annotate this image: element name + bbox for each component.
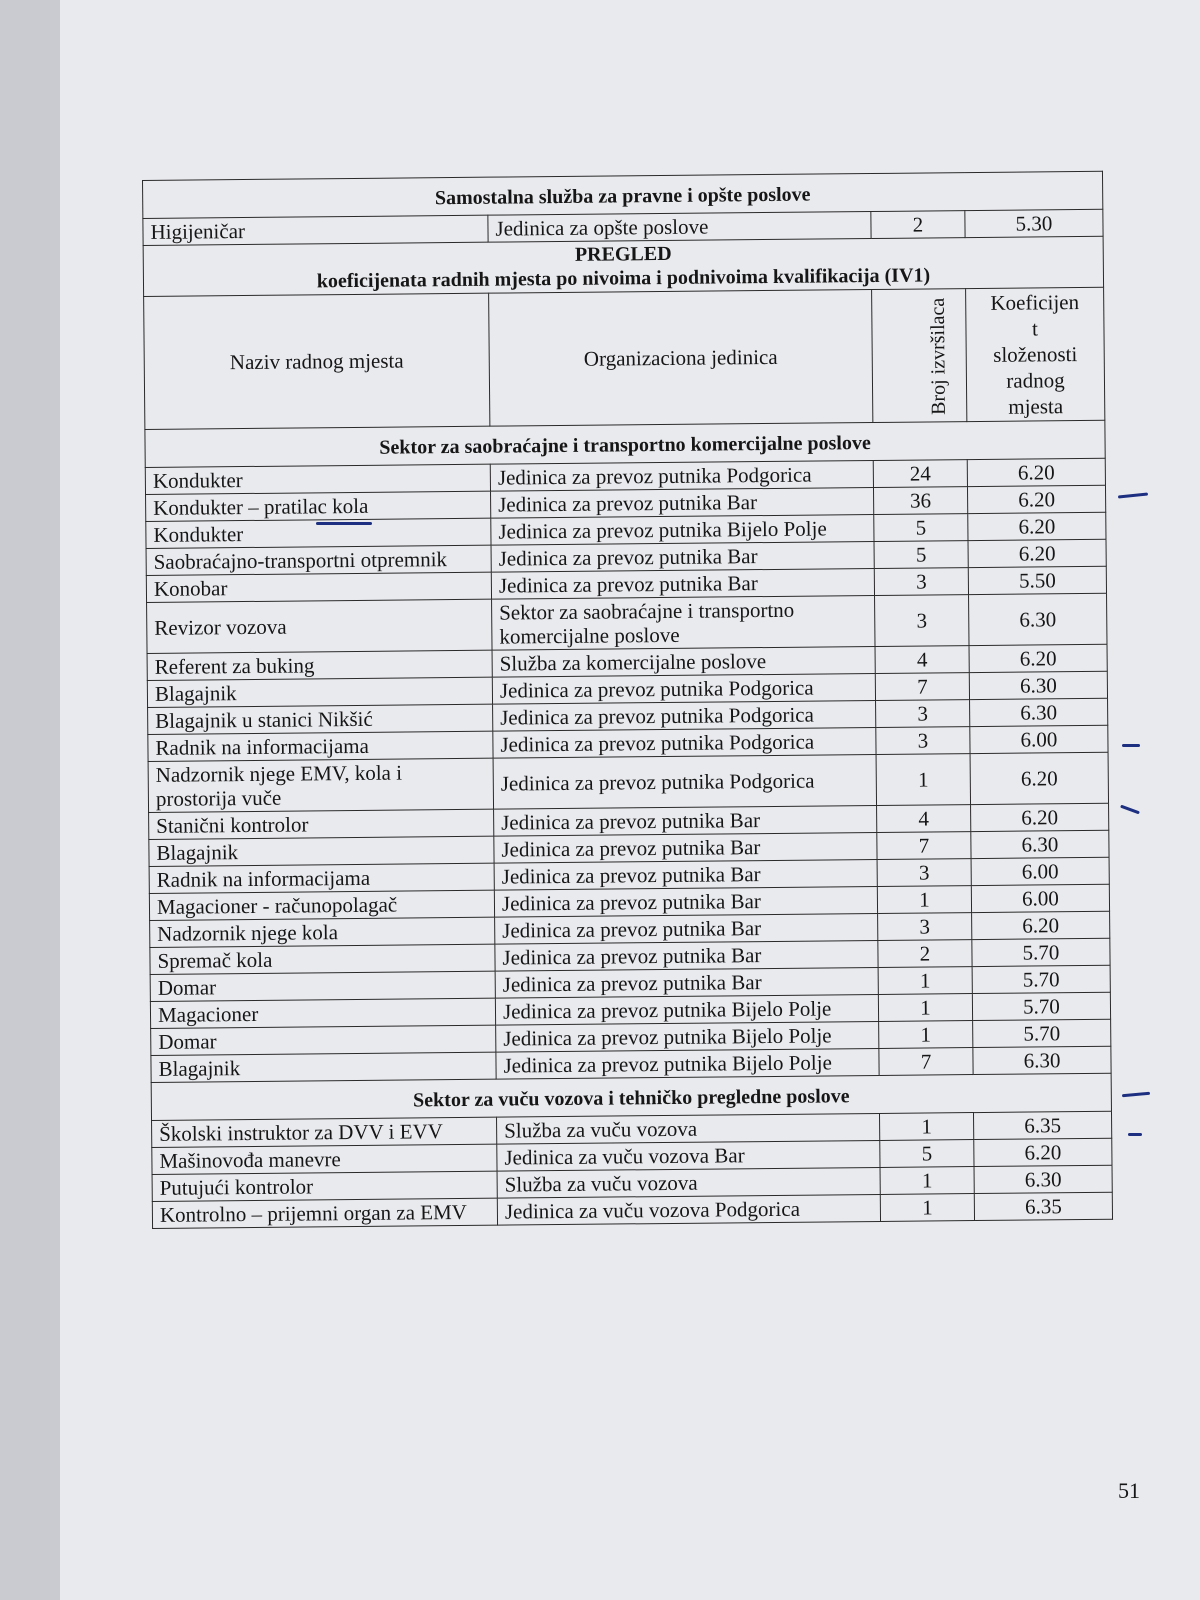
coefficient-cell: 5.70 <box>973 1019 1111 1047</box>
org-unit-cell: Jedinica za prevoz putnika Bar <box>494 805 877 836</box>
job-title-cell: Saobraćajno-transportni otpremnik <box>146 545 491 575</box>
job-title-cell: Putujući kontrolor <box>152 1171 497 1201</box>
org-unit-cell: Jedinica za prevoz putnika Podgorica <box>493 754 876 809</box>
job-title-cell: Magacioner - računopolagač <box>149 890 494 920</box>
title-row <box>143 236 1103 296</box>
header-coefficient <box>966 287 1105 421</box>
org-unit-cell: Jedinica za prevoz putnika Bar <box>494 859 877 890</box>
coefficient-cell: 6.35 <box>973 1111 1111 1139</box>
job-title-cell: Kondukter – pratilac kola <box>146 491 491 521</box>
section-title: Sektor za vuču vozova i tehničko pregledne poslove <box>151 1073 1111 1120</box>
coefficients-table <box>142 171 1113 1229</box>
header-coefficient-line: radnog <box>1006 368 1065 393</box>
org-unit-cell: Jedinica za prevoz putnika Bijelo Polje <box>496 1048 879 1079</box>
coefficient-cell: 6.20 <box>967 485 1105 513</box>
org-unit-cell: Jedinica za prevoz putnika Bar <box>495 967 878 998</box>
pen-mark <box>316 522 372 525</box>
org-unit-cell: Jedinica za prevoz putnika Bar <box>495 940 878 971</box>
count-cell: 1 <box>878 994 972 1022</box>
job-title-cell: Radnik na informacijama <box>149 863 494 893</box>
org-unit-cell: Jedinica za prevoz putnika Bar <box>491 541 874 572</box>
header-coefficient-line: t <box>1031 316 1039 341</box>
job-title-cell: Konobar <box>146 572 491 602</box>
job-title-cell: Stanični kontrolor <box>149 809 494 839</box>
job-title-cell: Nadzornik njege EMV, kola i prostorija vuče <box>148 758 493 812</box>
count-cell: 7 <box>875 673 969 701</box>
count-cell: 3 <box>878 913 972 941</box>
count-cell: 3 <box>876 727 970 755</box>
count-cell: 1 <box>880 1194 974 1222</box>
org-unit-cell: Sektor za saobraćajne i transportno komercijalne poslove <box>492 595 875 650</box>
org-unit-cell: Služba za vuču vozova <box>497 1167 880 1198</box>
job-title-cell: Referent za buking <box>147 650 492 680</box>
count-cell: 36 <box>873 487 967 515</box>
table-container <box>142 171 1112 1229</box>
org-unit-cell: Služba za vuču vozova <box>497 1113 880 1144</box>
job-title-cell: Domar <box>150 971 495 1001</box>
pen-mark <box>1128 1133 1142 1136</box>
count-cell: 1 <box>879 1021 973 1049</box>
coefficient-cell: 5.70 <box>972 938 1110 966</box>
org-unit-cell: Jedinica za prevoz putnika Bar <box>494 832 877 863</box>
job-title-cell: Školski instruktor za DVV i EVV <box>152 1117 497 1147</box>
count-cell: 1 <box>876 754 970 806</box>
coefficient-cell: 6.20 <box>972 911 1110 939</box>
coefficient-cell: 6.20 <box>970 752 1109 804</box>
coefficient-cell: 5.50 <box>968 566 1106 594</box>
page-number: 51 <box>1118 1478 1140 1503</box>
count-cell: 5 <box>874 514 968 542</box>
org-unit-cell: Jedinica za vuču vozova Podgorica <box>497 1194 880 1225</box>
header-count <box>872 289 967 423</box>
header-job-title: Naziv radnog mjesta <box>144 293 490 429</box>
table-row <box>148 752 1108 812</box>
org-unit-cell: Jedinica za opšte poslove <box>488 212 871 243</box>
org-unit-cell: Jedinica za prevoz putnika Podgorica <box>493 700 876 731</box>
coefficient-cell: 5.30 <box>965 209 1103 237</box>
job-title-cell: Blagajnik <box>149 836 494 866</box>
coefficient-cell: 6.20 <box>971 803 1109 831</box>
coefficient-cell: 6.20 <box>969 644 1107 672</box>
count-cell: 7 <box>879 1048 973 1076</box>
count-cell: 7 <box>877 832 971 860</box>
job-title-cell: Magacioner <box>150 998 495 1028</box>
count-cell: 1 <box>878 967 972 995</box>
job-title-cell: Spremač kola <box>150 944 495 974</box>
org-unit-cell: Jedinica za prevoz putnika Bar <box>491 568 874 599</box>
count-cell: 5 <box>880 1140 974 1168</box>
count-cell: 2 <box>878 940 972 968</box>
job-title-cell: Revizor vozova <box>147 599 492 653</box>
job-title-cell: Kondukter <box>146 518 491 548</box>
coefficient-cell: 6.20 <box>968 539 1106 567</box>
coefficient-cell: 6.20 <box>967 458 1105 486</box>
job-title-cell: Nadzornik njege kola <box>150 917 495 947</box>
org-unit-cell: Jedinica za prevoz putnika Podgorica <box>493 727 876 758</box>
count-cell: 3 <box>874 568 968 596</box>
count-cell: 1 <box>880 1167 974 1195</box>
count-cell: 3 <box>877 859 971 887</box>
job-title-cell: Blagajnik <box>147 677 492 707</box>
count-cell: 1 <box>877 886 971 914</box>
count-cell: 24 <box>873 460 967 488</box>
coefficient-cell: 6.20 <box>968 512 1106 540</box>
count-cell: 4 <box>877 805 971 833</box>
coefficient-cell: 6.00 <box>970 725 1108 753</box>
header-row <box>144 287 1105 429</box>
header-count-label: Broj izvršilaca <box>926 297 950 415</box>
org-unit-cell: Jedinica za prevoz putnika Bar <box>495 913 878 944</box>
table-title-line2: koeficijenata radnih mjesta po nivoima i podnivoima kvalifikacija (IV1) <box>316 264 931 293</box>
coefficient-cell: 6.30 <box>971 830 1109 858</box>
coefficient-cell: 6.30 <box>969 671 1107 699</box>
coefficient-cell: 6.30 <box>970 698 1108 726</box>
table-row <box>147 593 1107 653</box>
count-cell: 3 <box>876 700 970 728</box>
coefficient-cell: 6.00 <box>971 857 1109 885</box>
count-cell: 2 <box>871 211 965 239</box>
coefficient-cell: 6.35 <box>974 1192 1112 1220</box>
job-title-cell: Blagajnik u stanici Nikšić <box>148 704 493 734</box>
org-unit-cell: Jedinica za vuču vozova Bar <box>497 1140 880 1171</box>
header-coefficient-line: mjesta <box>1008 394 1064 419</box>
count-cell: 5 <box>874 541 968 569</box>
org-unit-cell: Jedinica za prevoz putnika Podgorica <box>492 673 875 704</box>
org-unit-cell: Jedinica za prevoz putnika Bijelo Polje <box>491 514 874 545</box>
coefficient-cell: 6.20 <box>974 1138 1112 1166</box>
job-title-cell: Kontrolno – prijemni organ za EMV <box>152 1198 497 1228</box>
count-cell: 1 <box>879 1113 973 1141</box>
pen-mark <box>1122 744 1140 747</box>
job-title-cell: Mašinovođa manevre <box>152 1144 497 1174</box>
coefficient-cell: 5.70 <box>972 992 1110 1020</box>
org-unit-cell: Jedinica za prevoz putnika Bijelo Polje <box>495 994 878 1025</box>
org-unit-cell: Jedinica za prevoz putnika Bar <box>491 487 874 518</box>
table-title-line1: PREGLED <box>574 242 672 266</box>
org-unit-cell: Jedinica za prevoz putnika Bijelo Polje <box>496 1021 879 1052</box>
org-unit-cell: Jedinica za prevoz putnika Bar <box>494 886 877 917</box>
coefficient-cell: 6.30 <box>969 593 1108 645</box>
coefficient-cell: 6.30 <box>974 1165 1112 1193</box>
job-title-cell: Blagajnik <box>151 1052 496 1082</box>
org-unit-cell: Jedinica za prevoz putnika Podgorica <box>490 460 873 491</box>
job-title-cell: Higijeničar <box>143 215 488 245</box>
coefficient-cell: 6.00 <box>971 884 1109 912</box>
section-title: Samostalna služba za pravne i opšte poslove <box>143 171 1103 218</box>
count-cell: 4 <box>875 646 969 674</box>
job-title-cell: Radnik na informacijama <box>148 731 493 761</box>
org-unit-cell: Služba za komercijalne poslove <box>492 646 875 677</box>
section-title: Sektor za saobraćajne i transportno komercijalne poslove <box>145 420 1105 467</box>
coefficient-cell: 6.30 <box>973 1046 1111 1074</box>
header-coefficient-line: složenosti <box>993 342 1078 367</box>
job-title-cell: Kondukter <box>145 464 490 494</box>
coefficient-cell: 5.70 <box>972 965 1110 993</box>
count-cell: 3 <box>875 595 969 647</box>
header-org-unit: Organizaciona jedinica <box>489 290 873 427</box>
table-title <box>143 236 1103 296</box>
job-title-cell: Domar <box>151 1025 496 1055</box>
header-coefficient-line: Koeficijen <box>990 290 1080 315</box>
